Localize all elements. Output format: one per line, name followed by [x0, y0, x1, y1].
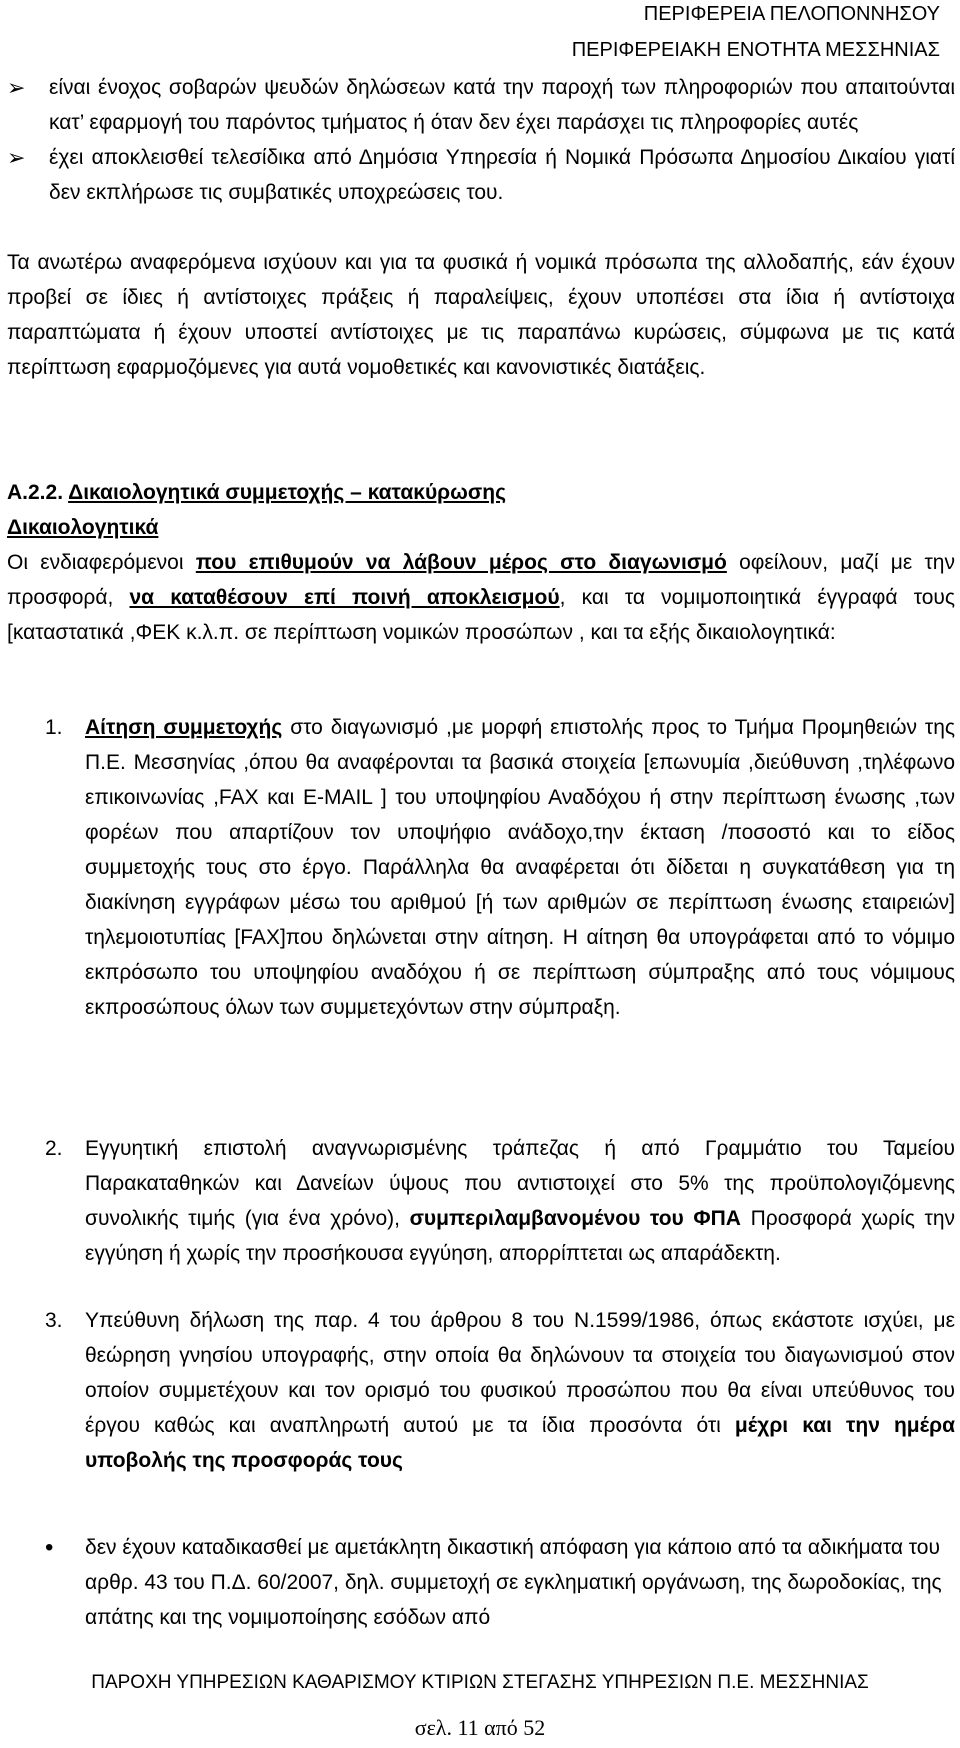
intro-text: , και τα νομιμοποιητικά έγγραφά τους [καταστατικά ,ΦΕΚ κ.λ.π. σε περίπτωση νομικών προσώπων , και τα εξής δικαιολογητικά: [7, 586, 955, 644]
footer-title: ΠΑΡΟΧΗ ΥΠΗΡΕΣΙΩΝ ΚΑΘΑΡΙΣΜΟΥ ΚΤΙΡΙΩΝ ΣΤΕΓΑΣΗΣ ΥΠΗΡΕΣΙΩΝ Π.Ε. ΜΕΣΣΗΝΙΑΣ [91, 1672, 869, 1693]
list-number: 1. [45, 716, 63, 739]
bullet-text: δεν έχουν καταδικασθεί με αμετάκλητη δικαστική απόφαση για κάποιο από τα αδικήματα του αρθρ. 43 του Π.Δ. 60/2007, δηλ. συμμετοχή σε εγκληματική οργάνωση, της δωροδοκίας, της απάτης και της νομιμοποίησης εσόδων από [85, 1536, 942, 1629]
paragraph-foreign-entities: Τα ανωτέρω αναφερόμενα ισχύουν και για τα φυσικά ή νομικά πρόσωπα της αλλοδαπής, εάν έχουν προβεί σε ίδιες ή αντίστοιχες πράξεις ή παραλείψεις, έχουν υποπέσει στα ίδια ή αντίστοιχα παραπτώματα ή έχουν υποστεί αντίστοιχες με τις παραπάνω κυρώσεις, σύμφωνα με τις κατά περίπτωση εφαρμοζόμενες για αυτά νομοθετικές και κανονιστικές διατάξεις. [7, 251, 955, 379]
list-number: 2. [45, 1137, 63, 1160]
intro-paragraph [7, 545, 955, 650]
top-bullets [7, 70, 955, 210]
bullet-item [7, 70, 955, 140]
item-bold: μέχρι και την ημέρα υποβολής της προσφοράς τους [85, 1414, 955, 1472]
page-number: σελ. 11 από 52 [414, 1715, 546, 1740]
list-number: 3. [45, 1309, 63, 1332]
item-text: Υπεύθυνη δήλωση της παρ. 4 του άρθρου 8 του Ν.1599/1986, όπως εκάστοτε ισχύει, με θεώρηση γνησίου υπογραφής, στην οποία θα δηλώνουν τα στοιχεία του διαγωνισμού στον οποίον συμμετέχουν και τον ορισμό του φυσικού προσώπου που θα είναι υπεύθυνος του έργου καθώς και αναπληρωτή αυτού με τα ίδια προσόντα ότι [85, 1309, 955, 1437]
bullet-text: έχει αποκλεισθεί τελεσίδικα από Δημόσια Υπηρεσία ή Νομικά Πρόσωπα Δημοσίου Δικαίου γιατί δεν εκπλήρωσε τις συμβατικές υποχρεώσεις του. [49, 146, 955, 204]
bullet-item [7, 140, 955, 210]
arrow-bullet-icon: ➢ [7, 145, 26, 170]
header-unit: ΠΕΡΙΦΕΡΕΙΑΚΗ ΕΝΟΤΗΤΑ ΜΕΣΣΗΝΙΑΣ [571, 39, 940, 61]
dot-bullet-icon: • [45, 1534, 54, 1561]
list-item-2 [45, 1131, 955, 1271]
item-text: Εγγυητική επιστολή αναγνωρισμένης τράπεζας ή από Γραμμάτιο του Ταμείου Παρακαταθηκών και Δανείων ύψους που αντιστοιχεί στο 5% της προϋπολογιζόμενης συνολικής τιμής (για ένα χρόνο), [85, 1137, 955, 1230]
section-heading [7, 475, 955, 545]
bottom-bullet [45, 1530, 955, 1635]
intro-text: Οι ενδιαφερόμενοι [7, 551, 196, 574]
item-text: στο διαγωνισμό ,με μορφή επιστολής προς το Τμήμα Προμηθειών της Π.Ε. Μεσσηνίας ,όπου θα αναφέρονται τα βασικά στοιχεία [επωνυμία ,διεύθυνση ,τηλέφωνο επικοινωνίας ,FAX και E-MAIL ] του υποψηφίου Αναδόχου ή στην περίπτωση ένωσης ,των φορέων που απαρτίζουν τον υποψήφιο ανάδοχο,την έκταση /ποσοστό και το είδος συμμετοχής τους στο έργο. Παράλληλα θα αναφέρεται ότι δίδεται η συγκατάθεση για τη διακίνηση εγγράφων μέσω του αριθμού [ή των αριθμών σε περίπτωση ένωσης εταιρειών] τηλεμοιοτυπίας [FAX]που δηλώνεται στην αίτηση. Η αίτηση θα υπογράφεται από το νόμιμο εκπρόσωπο του υποψηφίου αναδόχου ή σε περίπτωση σύμπραξης από τους νόμιμους εκπροσώπους όλων των συμμετεχόντων στην σύμπραξη. [85, 716, 955, 1019]
intro-emphasis: που επιθυμούν να λάβουν μέρος στο διαγωνισμό [195, 551, 727, 574]
section-title: Δικαιολογητικά συμμετοχής – κατακύρωσης [68, 481, 507, 504]
list-item-3 [45, 1303, 955, 1478]
item-text: Προσφορά χωρίς την εγγύηση ή χωρίς την προσήκουσα εγγύηση, απορρίπτεται ως απαράδεκτη. [85, 1207, 955, 1265]
header-region: ΠΕΡΙΦΕΡΕΙΑ ΠΕΛΟΠΟΝΝΗΣΟΥ [643, 3, 940, 25]
intro-emphasis: να καταθέσουν επί ποινή αποκλεισμού [129, 586, 560, 609]
bullet-text: είναι ένοχος σοβαρών ψευδών δηλώσεων κατά την παροχή των πληροφοριών που απαιτούνται κατ’ εφαρμογή του παρόντος τμήματος ή όταν δεν έχει παράσχει τις πληροφορίες αυτές [49, 76, 955, 134]
item-lead: Αίτηση συμμετοχής [85, 716, 283, 739]
section-number: Α.2.2. [7, 481, 64, 504]
item-bold: συμπεριλαμβανομένου του ΦΠΑ [409, 1207, 741, 1230]
intro-text: οφείλουν, μαζί με την προσφορά, [7, 551, 955, 609]
arrow-bullet-icon: ➢ [7, 75, 26, 100]
section-subtitle: Δικαιολογητικά [7, 516, 159, 539]
list-item-1 [45, 710, 955, 1025]
